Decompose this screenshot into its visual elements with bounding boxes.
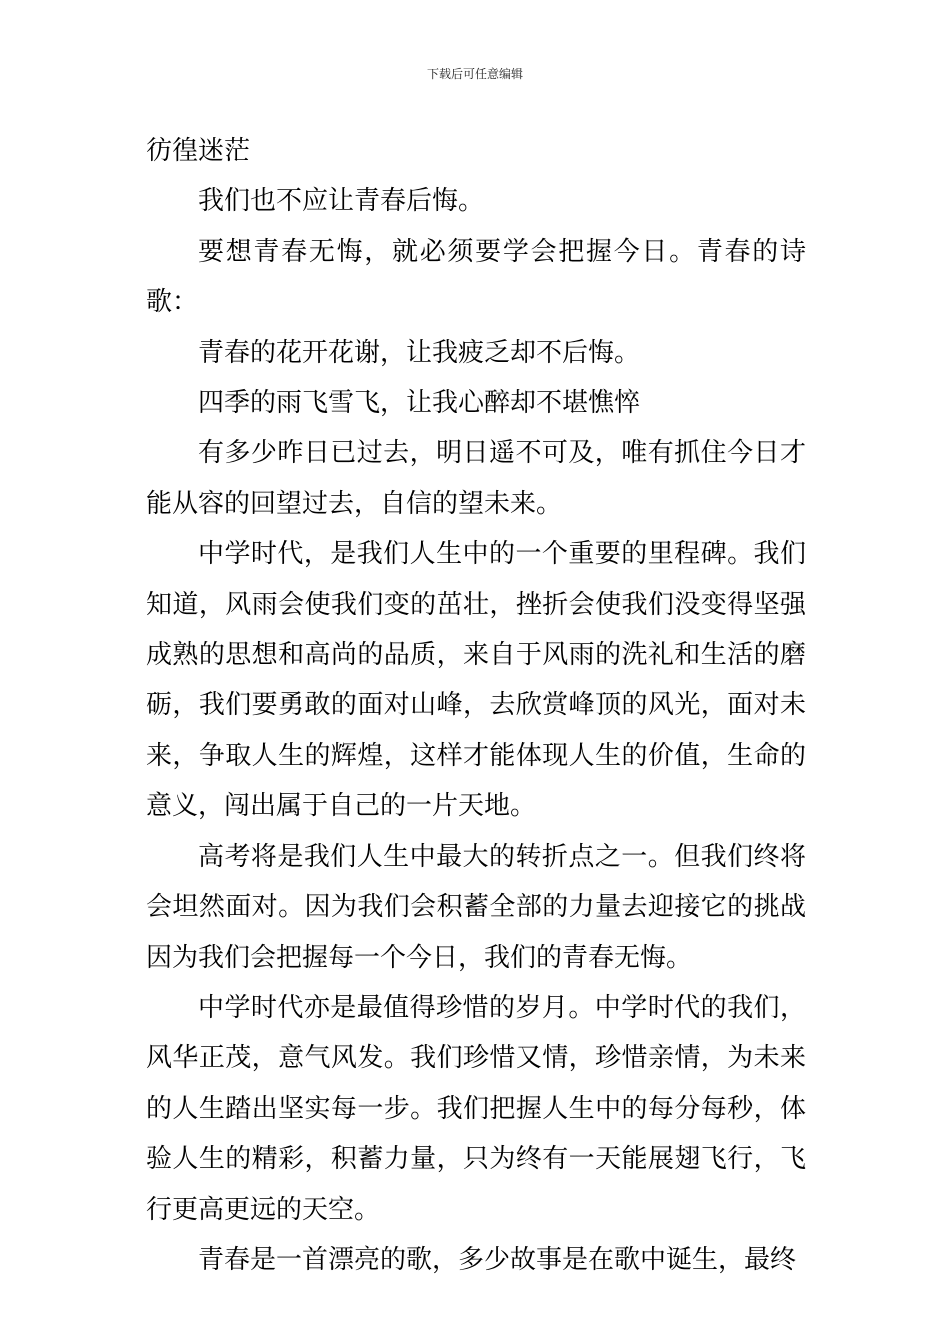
page-header-note: 下载后可任意编辑 — [426, 67, 523, 81]
paragraph-9: 中学时代亦是最值得珍惜的岁月。中学时代的我们，风华正茂，意气风发。我们珍惜又情，珍惜亲情，为未来的人生踏出坚实每一步。我们把握人生中的每分每秒，体验人生的精彩，积蓄力量，只为终有一天能展翅飞行，飞行更高更远的天空。 — [146, 992, 806, 1225]
paragraph-7: 中学时代，是我们人生中的一个重要的里程碑。我们知道，风雨会使我们变的茁壮，挫折会使我们没变得坚强成熟的思想和高尚的品质，来自于风雨的洗礼和生活的磨砺，我们要勇敢的面对山峰，去欣赏峰顶的风光，面对未来，争取人生的辉煌，这样才能体现人生的价值，生命的意义，闯出属于自己的一片天地。 — [146, 539, 806, 822]
paragraph-2: 我们也不应让青春后悔。 — [198, 186, 485, 217]
paragraph-6: 有多少昨日已过去，明日遥不可及，唯有抓住今日才能从容的回望过去，自信的望未来。 — [146, 438, 806, 519]
poem-line-2: 四季的雨飞雪飞，让我心醉却不堪憔悴 — [198, 388, 641, 419]
paragraph-3: 要想青春无悔，就必须要学会把握今日。青春的诗歌： — [146, 236, 806, 318]
paragraph-10: 青春是一首漂亮的歌，多少故事是在歌中诞生，最终 — [198, 1244, 797, 1275]
paragraph-8: 高考将是我们人生中最大的转折点之一。但我们终将会坦然面对。因为我们会积蓄全部的力量去迎接它的挑战因为我们会把握每一个今日，我们的青春无悔。 — [146, 841, 806, 973]
paragraph-1: 彷徨迷茫 — [146, 136, 251, 166]
document-body — [146, 126, 806, 1285]
poem-line-1: 青春的花开花谢，让我疲乏却不后悔。 — [198, 337, 641, 368]
